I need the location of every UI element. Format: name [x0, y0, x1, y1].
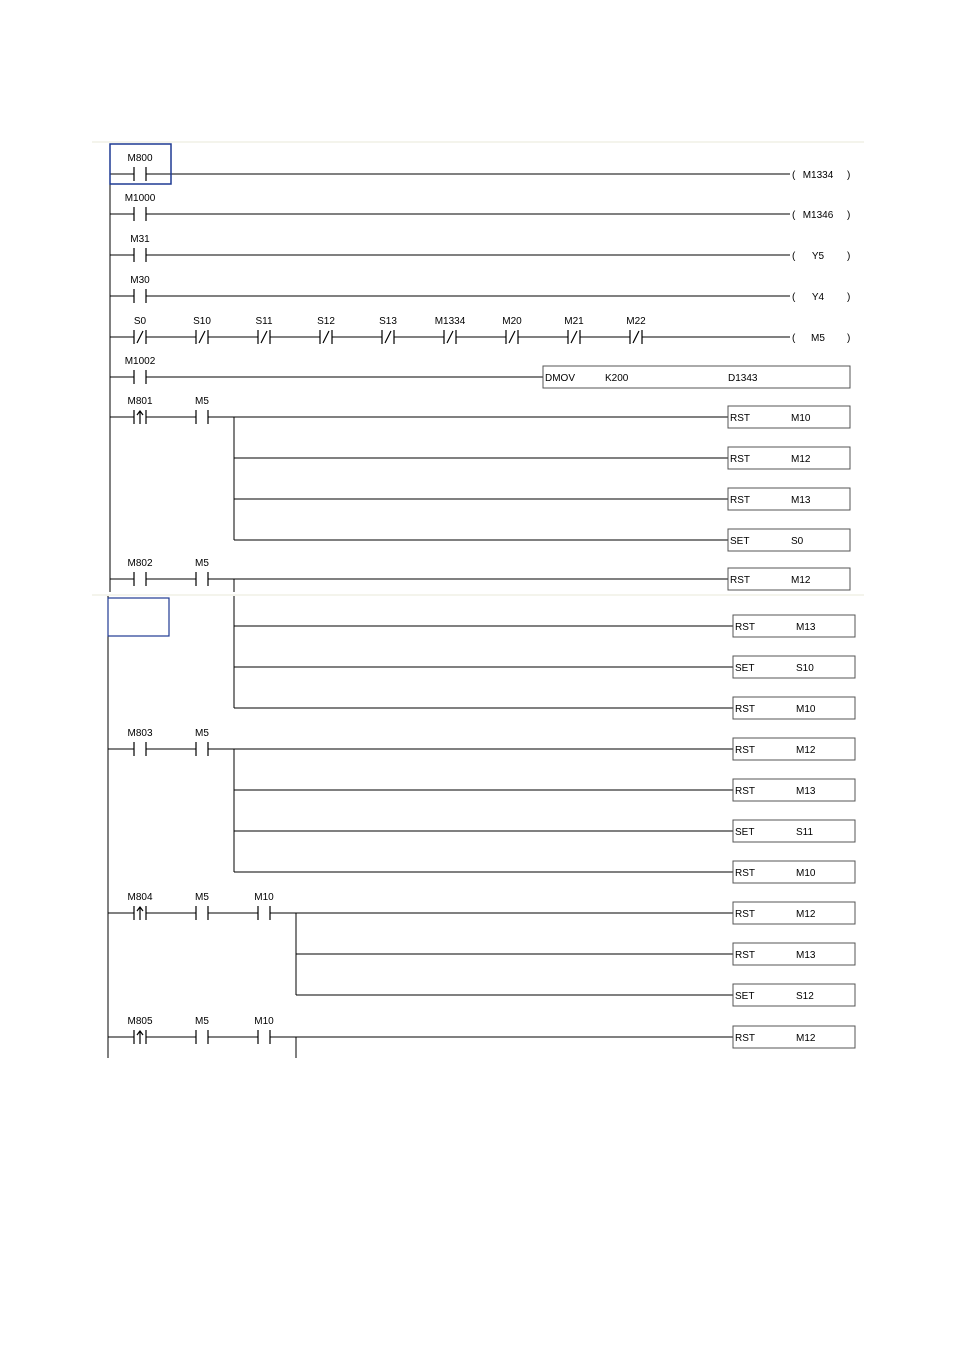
contact-label: M5	[195, 728, 209, 739]
contact-m1000[interactable]	[134, 207, 146, 221]
instruction-name: SET	[735, 663, 755, 674]
svg-text:(: (	[792, 333, 796, 344]
instruction-operand: M10	[796, 868, 816, 879]
instruction-operand: M12	[791, 575, 811, 586]
instruction-operand: S12	[796, 991, 814, 1002]
instruction-name: RST	[735, 909, 755, 920]
contact-m21[interactable]	[568, 330, 580, 344]
contact-label: M800	[127, 153, 153, 164]
instruction-operand: M10	[796, 704, 816, 715]
coil-operand: M1334	[802, 170, 834, 181]
contact-m1334[interactable]	[444, 330, 456, 344]
contact-m10[interactable]	[258, 1030, 270, 1044]
contact-label: S12	[317, 316, 335, 327]
svg-text:): )	[847, 333, 851, 344]
contact-s0[interactable]	[134, 330, 146, 344]
contact-m22[interactable]	[630, 330, 642, 344]
contact-s11[interactable]	[258, 330, 270, 344]
contact-m5[interactable]	[196, 572, 208, 586]
instruction-name: RST	[735, 868, 755, 879]
instruction-operand: M10	[791, 413, 811, 424]
contact-s13[interactable]	[382, 330, 394, 344]
contact-m20[interactable]	[506, 330, 518, 344]
contact-label: M5	[195, 892, 209, 903]
contact-m804[interactable]	[134, 906, 146, 920]
contact-m805[interactable]	[134, 1030, 146, 1044]
contact-label: M21	[564, 316, 584, 327]
instruction-operand: M12	[796, 1033, 816, 1044]
instruction-name: RST	[735, 950, 755, 961]
contact-m5[interactable]	[196, 906, 208, 920]
contact-m803[interactable]	[134, 742, 146, 756]
coil-operand: Y5	[811, 251, 825, 262]
svg-text:): )	[847, 210, 851, 221]
contact-m1002[interactable]	[134, 370, 146, 384]
instruction-name: RST	[730, 413, 750, 424]
contact-label: M5	[195, 1016, 209, 1027]
instruction-operand: M12	[791, 454, 811, 465]
instruction-operand: M13	[796, 786, 816, 797]
contact-s10[interactable]	[196, 330, 208, 344]
contact-label: M31	[130, 234, 150, 245]
contact-label: S13	[379, 316, 397, 327]
instruction-operand: M13	[796, 622, 816, 633]
selection-cursor[interactable]	[108, 598, 169, 636]
contact-m5[interactable]	[196, 1030, 208, 1044]
svg-text:(: (	[792, 251, 796, 262]
contact-label: M1000	[124, 193, 156, 204]
instruction-operand: S10	[796, 663, 814, 674]
contact-m5[interactable]	[196, 410, 208, 424]
instruction-operand: M13	[791, 495, 811, 506]
instruction-name: RST	[735, 1033, 755, 1044]
coil-operand: Y4	[811, 292, 825, 303]
svg-text:): )	[847, 251, 851, 262]
svg-text:): )	[847, 292, 851, 303]
contact-m802[interactable]	[134, 572, 146, 586]
contact-m31[interactable]	[134, 248, 146, 262]
instruction-name: RST	[730, 495, 750, 506]
svg-text:): )	[847, 170, 851, 181]
contact-label: M10	[254, 892, 274, 903]
contact-label: M802	[127, 558, 153, 569]
contact-m801[interactable]	[134, 410, 146, 424]
instruction-box-dmov[interactable]	[543, 366, 850, 388]
svg-text:(: (	[792, 170, 796, 181]
instruction-operand: M13	[796, 950, 816, 961]
instruction-name: SET	[735, 827, 755, 838]
contact-m10[interactable]	[258, 906, 270, 920]
contact-label: M801	[127, 396, 153, 407]
instruction-operand: S11	[796, 827, 814, 838]
contact-label: M1334	[434, 316, 466, 327]
contact-m5[interactable]	[196, 742, 208, 756]
instruction-name: RST	[730, 575, 750, 586]
instruction-name: SET	[735, 991, 755, 1002]
contact-label: M803	[127, 728, 153, 739]
selection-cursor[interactable]	[110, 144, 171, 184]
contact-label: M804	[127, 892, 153, 903]
instruction-name: DMOV	[545, 373, 575, 384]
instruction-name: RST	[735, 622, 755, 633]
instruction-name: RST	[730, 454, 750, 465]
svg-text:(: (	[792, 292, 796, 303]
instruction-name: RST	[735, 786, 755, 797]
contact-label: M5	[195, 558, 209, 569]
contact-m800[interactable]	[134, 167, 146, 181]
contact-label: M30	[130, 275, 150, 286]
contact-label: M805	[127, 1016, 153, 1027]
contact-label: M20	[502, 316, 522, 327]
coil-operand: M5	[811, 333, 825, 344]
contact-s12[interactable]	[320, 330, 332, 344]
coil-operand: M1346	[802, 210, 834, 221]
instruction-name: RST	[735, 745, 755, 756]
contact-label: M5	[195, 396, 209, 407]
instruction-operand: M12	[796, 909, 816, 920]
contact-m30[interactable]	[134, 289, 146, 303]
instruction-operand: S0	[791, 536, 804, 547]
instruction-name: SET	[730, 536, 750, 547]
instruction-name: RST	[735, 704, 755, 715]
svg-text:(: (	[792, 210, 796, 221]
contact-label: M1002	[124, 356, 156, 367]
contact-label: S10	[193, 316, 211, 327]
instruction-operand: K200	[605, 373, 629, 384]
contact-label: M10	[254, 1016, 274, 1027]
instruction-operand: D1343	[728, 373, 758, 384]
contact-label: S0	[133, 316, 147, 327]
contact-label: M22	[626, 316, 646, 327]
instruction-operand: M12	[796, 745, 816, 756]
contact-label: S11	[255, 316, 273, 327]
